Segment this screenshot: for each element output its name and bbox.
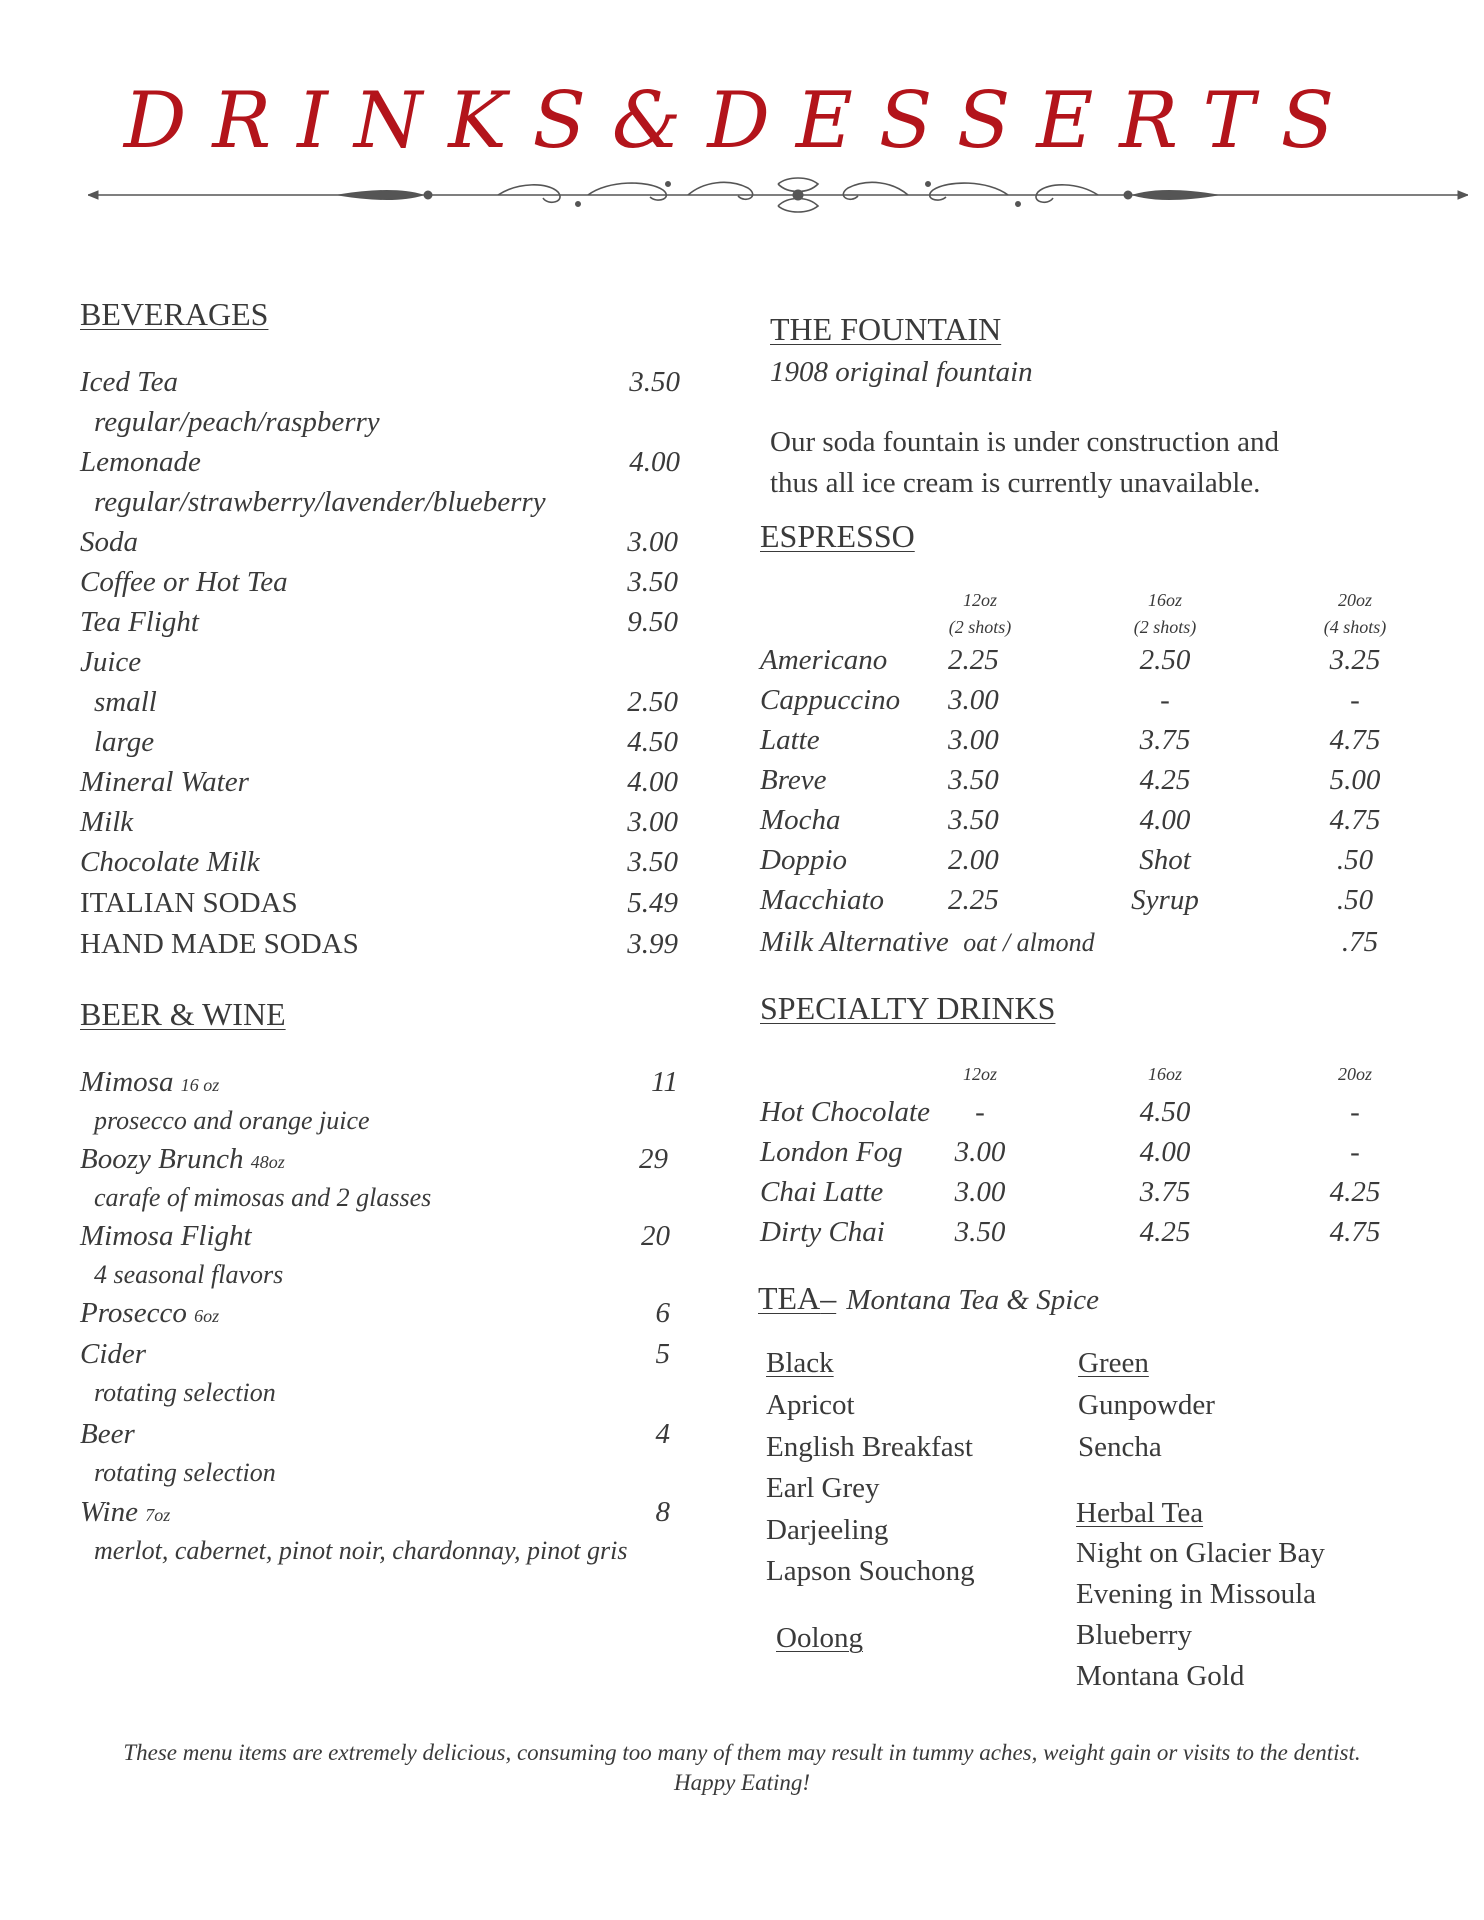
menu-item-name: small	[94, 686, 157, 718]
menu-item-name: Chocolate Milk	[80, 846, 260, 878]
tea-category-green: Green	[1078, 1347, 1149, 1379]
tea-brand: Montana Tea & Spice	[846, 1284, 1100, 1316]
tea-dash: –	[820, 1280, 837, 1316]
table-cell-price: 2.25	[948, 884, 999, 916]
menu-item-note: 4 seasonal flavors	[94, 1260, 284, 1289]
table-cell-price: 4.75	[1329, 1216, 1381, 1248]
table-cell-price: 3.25	[1329, 644, 1381, 676]
tea-item: Night on Glacier Bay	[1076, 1537, 1325, 1569]
menu-item-price: 4.00	[627, 766, 678, 798]
size-label: 16 oz	[180, 1075, 220, 1095]
menu-item-name: Mineral Water	[80, 766, 249, 798]
table-row-name: Macchiato	[760, 884, 885, 916]
menu-item-price: 9.50	[627, 606, 678, 638]
table-cell-price: 4.00	[1139, 1136, 1191, 1168]
menu-item-name: Iced Tea	[80, 366, 178, 398]
table-cell-price: 4.50	[1139, 1096, 1191, 1128]
menu-item-price: 3.50	[627, 566, 678, 598]
table-row-name: Chai Latte	[760, 1176, 884, 1208]
column-header: 20oz	[1337, 1064, 1372, 1084]
table-cell-price: 3.50	[954, 1216, 1006, 1248]
menu-item-name: Boozy Brunch 48oz	[80, 1143, 285, 1175]
menu-item-name: Tea Flight	[80, 606, 199, 638]
tea-item: Apricot	[766, 1389, 855, 1421]
menu-item-name: Mimosa Flight	[80, 1220, 252, 1252]
table-row-name: Hot Chocolate	[760, 1096, 930, 1128]
column-header: 16oz	[1147, 1064, 1182, 1084]
column-subheader: (4 shots)	[1323, 617, 1387, 637]
column-subheader: (2 shots)	[1133, 617, 1197, 637]
menu-item-price: 4	[655, 1418, 670, 1450]
table-cell-price: 4.25	[1139, 1216, 1191, 1248]
menu-item-name: Juice	[80, 646, 142, 678]
table-cell-price: Shot	[1139, 844, 1191, 876]
table-cell-price: 2.00	[948, 844, 999, 876]
menu-item-name: large	[94, 726, 155, 758]
tea-item: Blueberry	[1076, 1619, 1192, 1651]
menu-item-price: 29	[639, 1143, 668, 1175]
table-cell-price: 3.00	[948, 684, 999, 716]
menu-item-price: 3.50	[629, 366, 680, 398]
table-cell-price: 3.75	[1139, 724, 1191, 756]
tea-item: English Breakfast	[766, 1430, 973, 1463]
column-subheader: (2 shots)	[948, 617, 1012, 637]
footer-note: These menu items are extremely delicious, consuming too many of them may result in tummy aches, weight gain or visits to the dentist. Happy Eating!	[123, 1740, 1361, 1795]
table-cell-price: Syrup	[1131, 884, 1199, 916]
tea-item: Lapson Souchong	[766, 1555, 975, 1587]
size-label: 7oz	[145, 1505, 171, 1525]
tea-item: Gunpowder	[1078, 1389, 1215, 1421]
menu-item-price: 3.99	[627, 928, 678, 960]
page-title: DRINKS&DESSERTS	[123, 76, 1361, 166]
menu-item-price: 5	[655, 1338, 670, 1370]
table-cell-price: -	[1350, 1136, 1360, 1168]
menu-item-price: 11	[651, 1066, 678, 1098]
ornamental-divider	[88, 170, 1468, 220]
tea-item: Evening in Missoula	[1076, 1578, 1317, 1610]
tea-category-herbal: Herbal Tea	[1076, 1497, 1204, 1529]
tea-item: Montana Gold	[1076, 1660, 1245, 1692]
table-row-name: Dirty Chai	[760, 1216, 885, 1248]
menu-item-name: Mimosa 16 oz	[80, 1066, 220, 1098]
table-cell-price: 4.25	[1329, 1176, 1381, 1208]
menu-item-name: Coffee or Hot Tea	[80, 566, 288, 598]
column-header: 12oz	[962, 590, 997, 610]
menu-item-note: oat / almond	[963, 928, 1095, 957]
table-cell-price: 3.00	[954, 1136, 1006, 1168]
tea-category-oolong: Oolong	[776, 1622, 863, 1654]
table-cell-price: 4.75	[1329, 724, 1381, 756]
table-cell-price: 5.00	[1329, 764, 1381, 796]
menu-item-name: Wine 7oz	[80, 1496, 171, 1528]
table-cell-price: 3.00	[948, 724, 999, 756]
beverages-heading: BEVERAGES	[80, 296, 269, 332]
menu-item-price: 3.00	[627, 806, 678, 838]
table-cell-price: 4.75	[1329, 804, 1381, 836]
menu-item-price: .75	[1341, 926, 1379, 958]
table-cell-price: -	[975, 1096, 985, 1128]
tea-item: Sencha	[1078, 1430, 1162, 1463]
table-row-name: Doppio	[760, 844, 847, 876]
menu-item-name: ITALIAN SODAS	[80, 887, 298, 919]
tea-heading-row	[758, 1280, 1099, 1317]
menu-item-name: Milk Alternative oat / almond	[760, 926, 1095, 958]
column-header: 12oz	[962, 1064, 997, 1084]
specialty-heading: SPECIALTY DRINKS	[760, 990, 1056, 1026]
menu-item-note: rotating selection	[94, 1458, 276, 1487]
menu-item-price: 3.50	[627, 846, 678, 878]
menu-item-note: rotating selection	[94, 1378, 276, 1407]
menu-item-note: carafe of mimosas and 2 glasses	[94, 1183, 432, 1212]
column-header: 16oz	[1147, 590, 1182, 610]
fountain-heading: THE FOUNTAIN	[770, 311, 1002, 347]
beer-wine-heading: BEER & WINE	[80, 996, 286, 1032]
menu-item-note: merlot, cabernet, pinot noir, chardonnay, pinot gris	[94, 1536, 628, 1565]
tea-item: Earl Grey	[766, 1472, 880, 1504]
menu-item-note: regular/peach/raspberry	[94, 406, 380, 438]
menu-item-name: HAND MADE SODAS	[80, 928, 359, 960]
menu-item-price: 3.00	[627, 526, 678, 558]
table-cell-price: 2.25	[948, 644, 999, 676]
menu-item-price: 2.50	[627, 686, 678, 718]
menu-item-price: 4.50	[627, 726, 678, 758]
table-row-name: Americano	[760, 644, 888, 676]
table-cell-price: 3.50	[948, 764, 999, 796]
espresso-heading: ESPRESSO	[760, 518, 915, 554]
table-cell-price: -	[1350, 1096, 1360, 1128]
menu-item-name: Beer	[80, 1418, 135, 1450]
menu-item-name: Lemonade	[80, 446, 201, 478]
menu-item-name: Prosecco 6oz	[80, 1297, 220, 1329]
table-cell-price: 3.00	[954, 1176, 1006, 1208]
menu-item-name: Milk	[80, 806, 134, 838]
table-cell-price: 2.50	[1139, 644, 1191, 676]
menu-item-name: Soda	[80, 526, 138, 558]
menu-item-price: 8	[655, 1496, 670, 1528]
fountain-subtitle: 1908 original fountain	[770, 356, 1033, 388]
menu-item-note: regular/strawberry/lavender/blueberry	[94, 486, 546, 518]
menu-item-price: 20	[641, 1220, 670, 1252]
tea-item: Darjeeling	[766, 1513, 889, 1546]
size-label: 48oz	[250, 1152, 285, 1172]
menu-item-note: prosecco and orange juice	[94, 1106, 370, 1135]
table-cell-price: .50	[1336, 884, 1374, 916]
size-label: 6oz	[194, 1306, 220, 1326]
column-header: 20oz	[1337, 590, 1372, 610]
table-row-name: Breve	[760, 764, 827, 796]
tea-category-black: Black	[766, 1347, 834, 1379]
table-row-name: Mocha	[760, 804, 841, 836]
table-cell-price: -	[1350, 684, 1360, 716]
table-cell-price: 4.25	[1139, 764, 1191, 796]
tea-heading: TEA	[758, 1280, 821, 1316]
table-cell-price: .50	[1336, 844, 1374, 876]
table-row-name: Cappuccino	[760, 684, 901, 716]
table-row-name: London Fog	[760, 1136, 903, 1168]
table-cell-price: 3.50	[948, 804, 999, 836]
menu-item-name: Cider	[80, 1338, 147, 1370]
fountain-notice-line: Our soda fountain is under construction and	[770, 426, 1280, 458]
menu-item-price: 6	[655, 1297, 670, 1329]
table-cell-price: 4.00	[1139, 804, 1191, 836]
table-row-name: Latte	[760, 724, 820, 756]
table-cell-price: -	[1160, 684, 1170, 716]
fountain-notice-line: thus all ice cream is currently unavailable.	[770, 467, 1261, 499]
table-cell-price: 3.75	[1139, 1176, 1191, 1208]
menu-item-price: 4.00	[629, 446, 680, 478]
menu-item-price: 5.49	[627, 887, 678, 919]
